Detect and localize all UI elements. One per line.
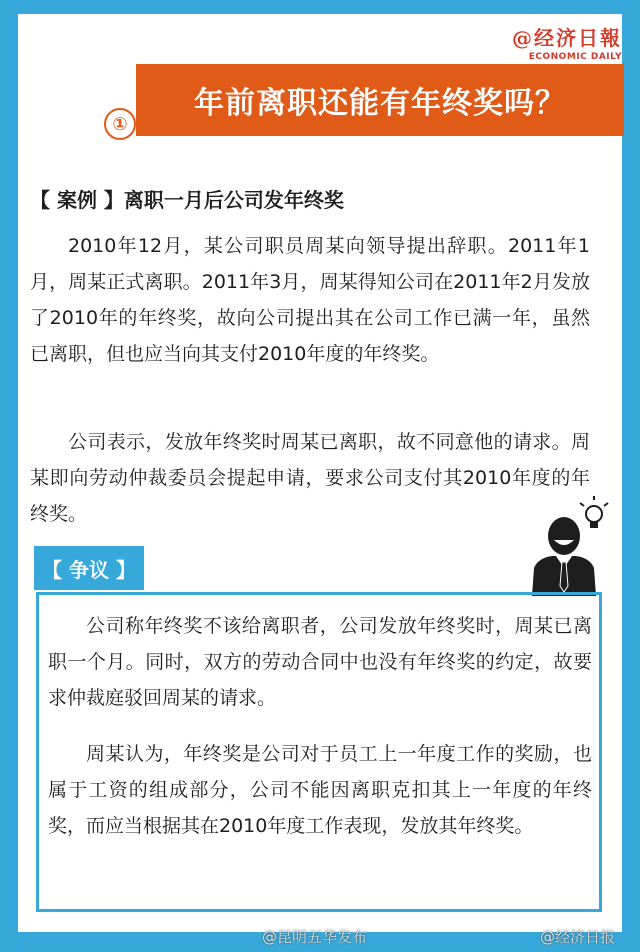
case-paragraph-2: 公司表示，发放年终奖时周某已离职，故不同意他的请求。周某即向劳动仲裁委员会提起申请，要求公司支付其2010年度的年终奖。	[30, 431, 590, 525]
dispute-tag: 【 争议 】	[34, 546, 144, 590]
dispute-paragraph-1: 公司称年终奖不该给离职者，公司发放年终奖时，周某已离职一个月。同时，双方的劳动合同中也没有年终奖的约定，故要求仲裁庭驳回周某的请求。	[48, 615, 592, 709]
watermark-left: @昆明五华发布	[262, 928, 368, 946]
brand-logo	[512, 22, 622, 62]
case-heading: 【 案例 】离职一月后公司发年终奖	[30, 188, 344, 212]
page-title: 年前离职还能有年终奖吗？	[136, 64, 624, 136]
brand-name-cn: @经济日報	[512, 26, 622, 50]
brand-name-en: ECONOMIC DAILY	[528, 52, 622, 62]
businessman-lightbulb-icon	[526, 496, 610, 596]
dispute-paragraph-2: 周某认为，年终奖是公司对于员工上一年度工作的奖励，也属于工资的组成部分，公司不能因离职克扣其上一年度的年终奖，而应当根据其在2010年度工作表现，发放其年终奖。	[48, 743, 592, 837]
case-paragraph-1: 2010年12月，某公司职员周某向领导提出辞职。2011年1月，周某正式离职。2011年3月，周某得知公司在2011年2月发放了2010年的年终奖，故向公司提出其在公司工作已满一年，虽然已离职，但也应当向其支付2010年度的年终奖。	[30, 235, 590, 365]
watermark-right: @经济日报	[540, 928, 616, 946]
section-number: ①	[104, 108, 136, 140]
